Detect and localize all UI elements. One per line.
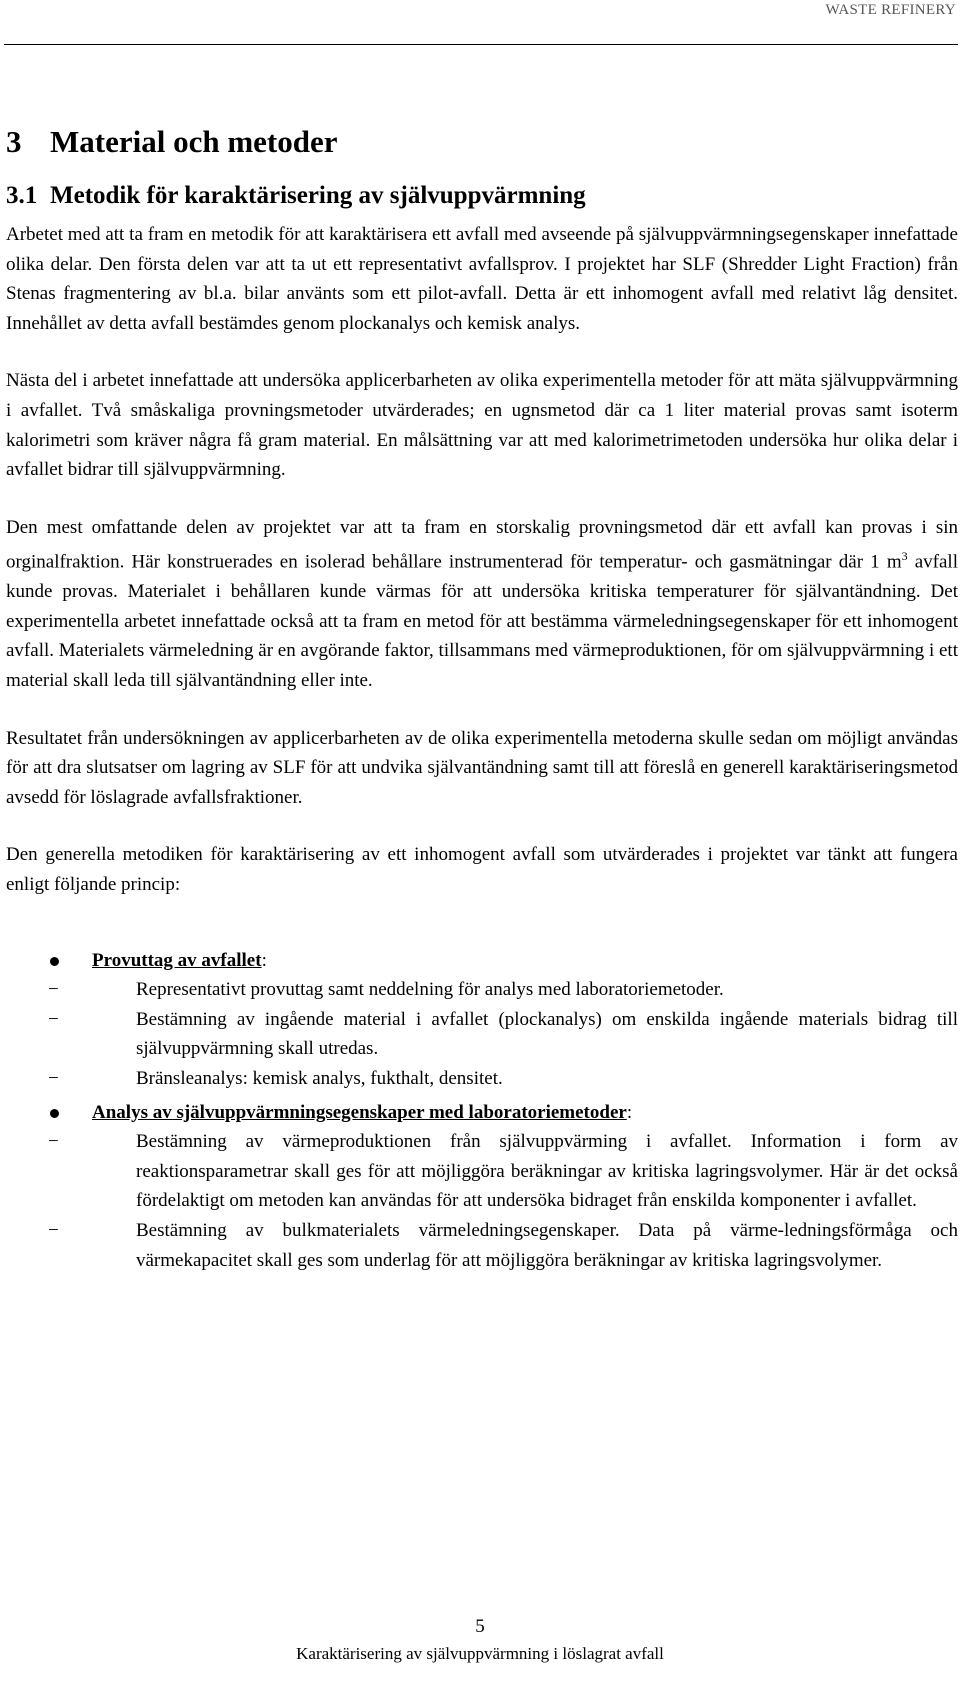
chapter-title: Material och metoder (50, 124, 338, 159)
sub-list-item (48, 1005, 958, 1064)
list-item-title: Analys av självuppvärmningsegenskaper med laboratoriemetoder (92, 1101, 627, 1123)
paragraph-2: Nästa del i arbetet innefattade att undersöka applicerbarheten av olika experimentella metoder för att mäta självuppvärmning i avfallet. Två småskaliga provningsmetoder utvärderades; en ugnsmetod där ca 1 liter material provas samt isoterm kalorimetri som kräver några få gram material. En målsättning var att med kalorimetrimetoden undersöka hur olika delar i avfallet bidrar till självuppvärmning. (6, 370, 958, 481)
dash-icon: − (48, 1067, 59, 1089)
document-body (6, 118, 958, 1275)
chapter-heading (6, 118, 958, 166)
sub-list-text: Bestämning av värmeproduktionen från självuppvärming i avfallet. Information i form av reaktionsparametrar skall ges för att möjliggöra beräkningar av kritiska lagringsvolymer. Här är det också fördelaktigt om metoden kan användas för att undersöka bidraget från enskilda komponenter i avfallet. (136, 1131, 958, 1212)
section-title: Metodik för karaktärisering av självuppvärmning (50, 182, 586, 209)
sub-list-text: Representativt provuttag samt neddelning för analys med laboratoriemetoder. (136, 979, 724, 1001)
sub-list-text: Bestämning av ingående material i avfallet (plockanalys) om enskilda ingående materials bidrag till självuppvärmning skall utredas. (136, 1008, 958, 1060)
dash-icon: − (48, 1219, 59, 1241)
section-number: 3.1 (6, 182, 38, 209)
paragraph-3 (6, 513, 958, 696)
list-item-suffix: : (261, 949, 267, 971)
method-list (6, 946, 958, 1276)
dash-icon: − (48, 1008, 59, 1030)
bullet-icon (50, 1109, 59, 1118)
bullet-icon (50, 957, 59, 966)
footer-title: Karaktärisering av självuppvärmning i löslagrat avfall (296, 1644, 664, 1663)
list-item-title: Provuttag av avfallet (92, 949, 262, 971)
sub-list-text: Bestämning av bulkmaterialets värmeledningsegenskaper. Data på värme-ledningsförmåga och värmekapacitet skall ges som underlag för att möjliggöra beräkningar av kritiska lagringsvolymer. (136, 1219, 958, 1271)
sub-list-text: Bränsleanalys: kemisk analys, fukthalt, densitet. (136, 1067, 503, 1089)
superscript-3: 3 (901, 549, 908, 564)
sub-list (48, 1127, 958, 1275)
paragraph-4: Resultatet från undersökningen av applicerbarheten av de olika experimentella metoderna skulle sedan om möjligt användas för att dra slutsatser om lagring av SLF för att undvika självantändning samt till att föreslå en generell karaktäriseringsmetod avsedd för löslagrade avfallsfraktioner. (6, 727, 958, 808)
header-rule (4, 44, 958, 45)
sub-list-item (48, 1064, 958, 1094)
paragraph-1: Arbetet med att ta fram en metodik för att karaktärisera ett avfall med avseende på självuppvärmningsegenskaper innefattade olika delar. Den första delen var att ta ut ett representativt avfallsprov. I projektet har SLF (Shredder Light Fraction) från Stenas fragmentering av bl.a. bilar använts som ett pilot-avfall. Detta är ett inhomogent avfall med relativt låg densitet. Innehållet av detta avfall bestämdes genom plockanalys och kemisk analys. (6, 224, 958, 334)
dash-icon: − (48, 1131, 59, 1153)
paragraph-5: Den generella metodiken för karaktärisering av ett inhomogent avfall som utvärderades i projektet var tänkt att fungera enligt följande princip: (6, 844, 958, 896)
list-item-suffix: : (626, 1101, 633, 1123)
sub-list-item (48, 1127, 958, 1216)
sub-list-item (48, 1216, 958, 1275)
section-heading (6, 178, 958, 214)
sub-list (48, 975, 958, 1093)
list-item (6, 946, 958, 1094)
paragraph-3-part-1: Den mest omfattande delen av projektet var att ta fram en storskalig provningsmetod där ett avfall kan provas i sin orginalfraktion. Här konstruerades en isolerad behållare instrumenterad för temperatur- och gasmätningar där 1 m (6, 516, 958, 573)
page-number: 5 (475, 1616, 485, 1637)
list-item (6, 1098, 958, 1276)
paragraph-3-part-2: avfall kunde provas. Materialet i behållaren kunde värmas för att undersöka kritiska temperaturer för självantändning. Det experimentella arbetet innefattade också att ta fram en metod för att bestämma värmeledningsegenskaper för ett inhomogent avfall. Materialets värmeledning är en avgörande faktor, tillsammans med värmeproduktionen, för om självuppvärmning i ett material skall leda till självantändning eller inte. (6, 551, 958, 692)
dash-icon: − (48, 979, 59, 1001)
page-header: WASTE REFINERY (825, 2, 956, 18)
chapter-number: 3 (6, 124, 22, 159)
sub-list-item (48, 975, 958, 1005)
